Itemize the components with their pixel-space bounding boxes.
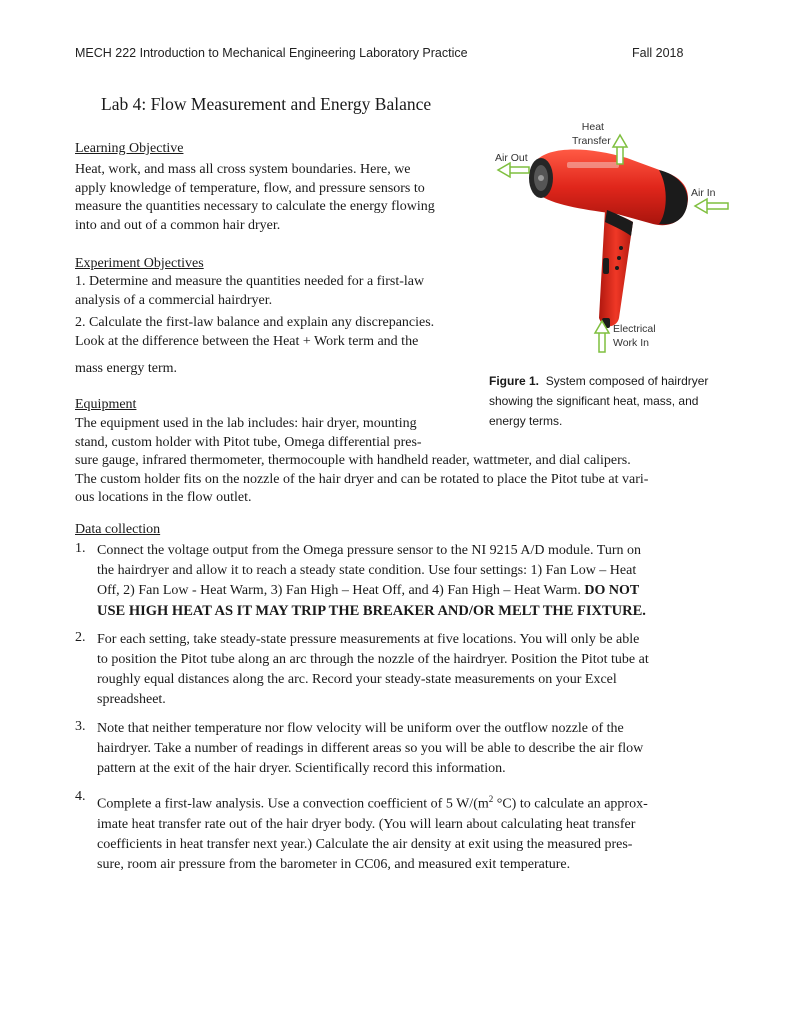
warning-text: DO NOT (584, 583, 640, 598)
text-line: hairdryer. Take a number of readings in different areas so you will be able to describe the air flow (97, 741, 644, 756)
equipment-text-wide (75, 452, 717, 508)
label-line: Work In (613, 337, 649, 349)
text-line: The equipment used in the lab includes: hair dryer, mounting (75, 416, 417, 431)
list-item-3 (97, 719, 717, 779)
text-line: analysis of a commercial hairdryer. (75, 292, 273, 308)
text-line: sure gauge, infrared thermometer, thermocouple with handheld reader, wattmeter, and dial calipers. (75, 453, 631, 468)
equipment-heading: Equipment (75, 397, 137, 412)
text-line: The custom holder fits on the nozzle of the hair dryer and can be rotated to place the Pitot tube at vari- (75, 471, 649, 487)
list-number: 1. (75, 541, 86, 556)
text-line: Off, 2) Fan Low - Heat Warm, 3) Fan High – Heat Off, and 4) Fan High – Heat Warm. (97, 583, 581, 598)
label-line: Electrical (613, 323, 656, 335)
list-number: 2. (75, 630, 86, 645)
air-in-label: Air In (691, 187, 716, 199)
text-line: 1. Determine and measure the quantities needed for a first-law (75, 274, 425, 289)
learning-objective-text (75, 161, 475, 235)
list-item-4 (97, 789, 717, 875)
text-line: pattern at the exit of the hair dryer. Scientifically record this information. (97, 761, 506, 776)
caption-label: Figure 1. (489, 374, 540, 388)
text-line: the hairdryer and allow it to reach a steady state condition. Use four settings: 1) Fan Low – Heat (97, 563, 637, 578)
learning-objective-heading: Learning Objective (75, 141, 184, 156)
list-item-2 (97, 630, 717, 710)
air-in-arrow (695, 199, 728, 213)
heat-transfer-label (572, 120, 611, 148)
text-line: Note that neither temperature nor flow velocity will be uniform over the outflow nozzle of the (97, 721, 624, 736)
text-line: ous locations in the flow outlet. (75, 490, 252, 505)
text-line: to position the Pitot tube along an arc through the nozzle of the hairdryer. Position the Pitot tube at (97, 652, 649, 667)
objective-item-1 (75, 273, 475, 310)
text-line: 2. Calculate the first-law balance and explain any discrepancies. (75, 315, 435, 330)
text-line: coefficients in heat transfer next year.) Calculate the air density at exit using the measured pres- (97, 836, 633, 852)
label-line: Heat (581, 121, 604, 133)
caption-text: System composed of hairdryer (545, 374, 709, 388)
experiment-objectives-heading: Experiment Objectives (75, 256, 204, 271)
text-line: stand, custom holder with Pitot tube, Omega differential pres- (75, 434, 422, 450)
warning-text: USE HIGH HEAT AS IT MAY TRIP THE BREAKER AND/OR MELT THE FIXTURE. (97, 603, 646, 619)
text-line: Connect the voltage output from the Omega pressure sensor to the NI 9215 A/D module. Turn on (97, 543, 641, 558)
text-line: For each setting, take steady-state pressure measurements at five locations. You will only be able (97, 632, 640, 647)
text-line: apply knowledge of temperature, flow, and pressure sensors to (75, 180, 425, 196)
caption-text: energy terms. (489, 414, 563, 428)
hairdryer-figure (487, 118, 737, 358)
objective-item-2 (75, 314, 475, 351)
text-line: roughly equal distances along the arc. Record your steady-state measurements on your Excel (97, 672, 617, 687)
equipment-text-narrow (75, 415, 468, 452)
figure-caption (489, 371, 739, 431)
text-line: imate heat transfer rate out of the hair dryer body. (You will learn about calculating heat transfer (97, 816, 636, 832)
data-collection-heading: Data collection (75, 522, 161, 537)
label-line: Transfer (572, 135, 611, 147)
text-line: Look at the difference between the Heat + Work term and the (75, 333, 419, 349)
text-line: spreadsheet. (97, 692, 166, 707)
course-header: MECH 222 Introduction to Mechanical Engineering Laboratory Practice (75, 46, 468, 60)
text-line: Heat, work, and mass all cross system boundaries. Here, we (75, 162, 411, 177)
superscript: 2 (488, 794, 494, 804)
dryer-body (529, 149, 688, 328)
text-line: Complete a first-law analysis. Use a convection coefficient of 5 W/(m (97, 796, 489, 812)
text-line: into and out of a common hair dryer. (75, 217, 281, 233)
text-line: sure, room air pressure from the barometer in CC06, and measured exit temperature. (97, 856, 571, 872)
objective-item-2-tail: mass energy term. (75, 361, 177, 376)
air-out-arrow (498, 163, 529, 177)
list-number: 4. (75, 789, 86, 804)
electrical-work-label (613, 322, 656, 350)
caption-text: showing the significant heat, mass, and (489, 394, 699, 408)
list-number: 3. (75, 719, 86, 734)
text-line: °C) to calculate an approx- (493, 796, 648, 812)
text-line: measure the quantities necessary to calculate the energy flowing (75, 199, 435, 214)
page-title: Lab 4: Flow Measurement and Energy Balance (101, 94, 432, 114)
list-item-1 (97, 541, 717, 621)
air-out-label: Air Out (495, 152, 528, 164)
term-header: Fall 2018 (632, 46, 684, 60)
